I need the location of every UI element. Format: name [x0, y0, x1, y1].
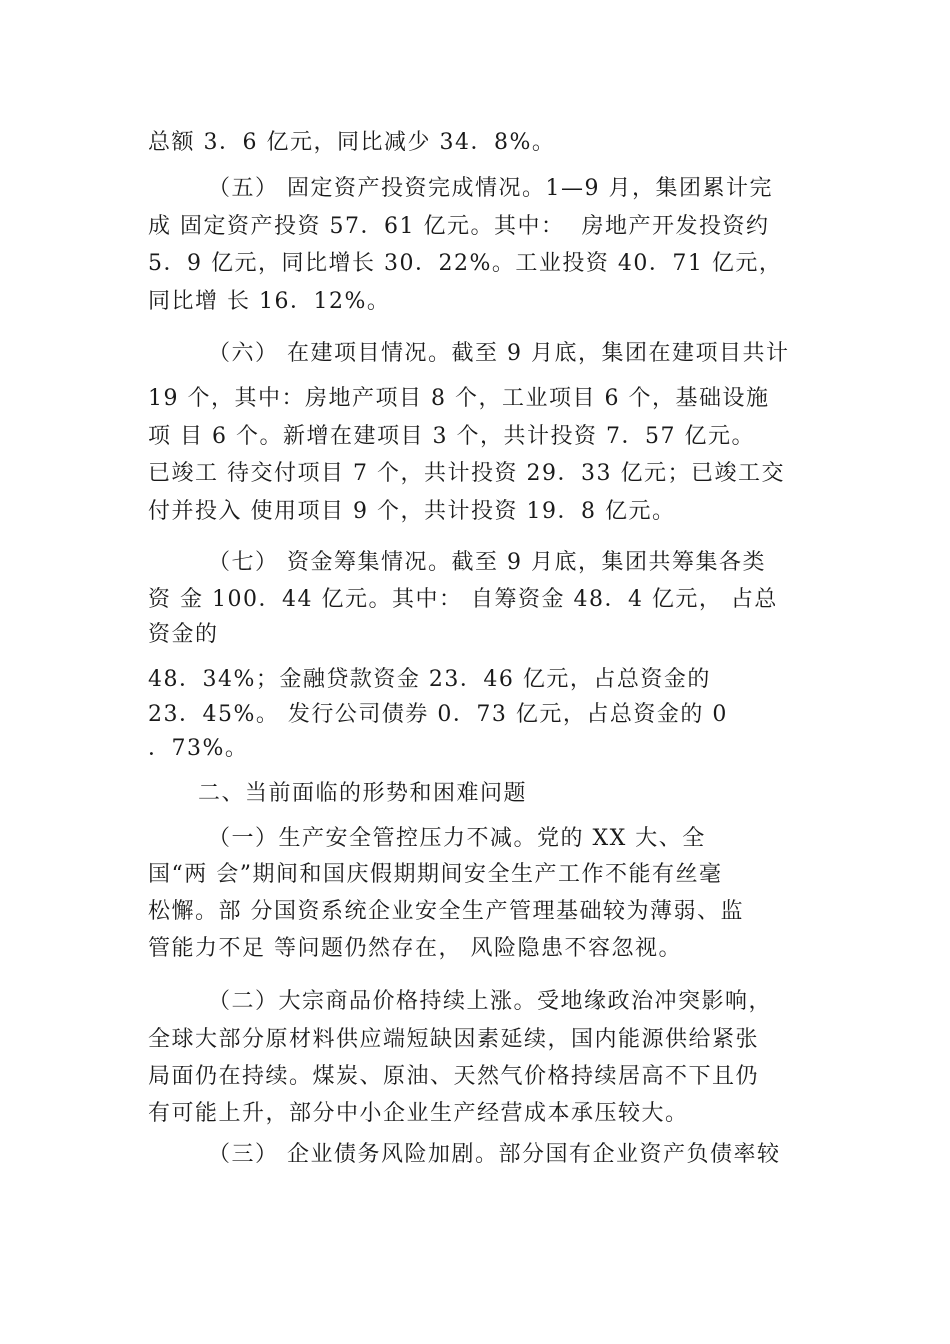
text-line: 国“两 会”期间和国庆假期期间安全生产工作不能有丝毫	[148, 862, 723, 887]
section-2-heading: 二、当前面临的形势和困难问题	[198, 781, 528, 806]
text-line: 同比增 长 16．12%。	[148, 289, 391, 314]
text-line: 局面仍在持续。煤炭、原油、天然气价格持续居高不下且仍	[148, 1064, 760, 1089]
paragraph-7-heading: （七） 资金筹集情况。截至 9 月底，集团共筹集各类	[208, 550, 766, 575]
text-line: 5．9 亿元，同比增长 30．22%。工业投资 40．71 亿元，	[148, 251, 783, 276]
text-line: 松懈。部 分国资系统企业安全生产管理基础较为薄弱、监	[148, 899, 744, 924]
text-line: 已竣工 待交付项目 7 个，共计投资 29．33 亿元；已竣工交	[148, 461, 785, 486]
text-line: 资金的	[148, 622, 219, 647]
paragraph-6-heading: （六） 在建项目情况。截至 9 月底，集团在建项目共计	[208, 341, 790, 366]
text-line: ．73%。	[148, 736, 249, 761]
text-line: 19 个，其中：房地产项目 8 个，工业项目 6 个，基础设施	[148, 386, 770, 411]
subsection-2-heading: （二）大宗商品价格持续上涨。受地缘政治冲突影响，	[208, 989, 773, 1014]
text-line: 付并投入 使用项目 9 个，共计投资 19．8 亿元。	[148, 499, 676, 524]
text-line: 管能力不足 等问题仍然存在， 风险隐患不容忽视。	[148, 936, 682, 961]
text-line: 23．45%。 发行公司债券 0．73 亿元，占总资金的 0	[148, 702, 728, 727]
text-line: 资 金 100．44 亿元。其中： 自筹资金 48．4 亿元， 占总	[148, 587, 778, 612]
paragraph-5-heading: （五） 固定资产投资完成情况。1—9 月，集团累计完	[208, 176, 773, 201]
text-line: 有可能上升，部分中小企业生产经营成本承压较大。	[148, 1101, 689, 1126]
text-line: 成 固定资产投资 57．61 亿元。其中： 房地产开发投资约	[148, 214, 770, 239]
subsection-3-heading: （三） 企业债务风险加剧。部分国有企业资产负债率较	[208, 1142, 781, 1167]
text-line: 项 目 6 个。新增在建项目 3 个，共计投资 7．57 亿元。	[148, 424, 755, 449]
text-line: 全球大部分原材料供应端短缺因素延续，国内能源供给紧张	[148, 1027, 760, 1052]
subsection-1-heading: （一）生产安全管控压力不减。党的 XX 大、全	[208, 826, 706, 851]
text-line: 总额 3．6 亿元，同比减少 34．8%。	[148, 130, 556, 155]
text-line: 48．34%；金融贷款资金 23．46 亿元，占总资金的	[148, 667, 711, 692]
